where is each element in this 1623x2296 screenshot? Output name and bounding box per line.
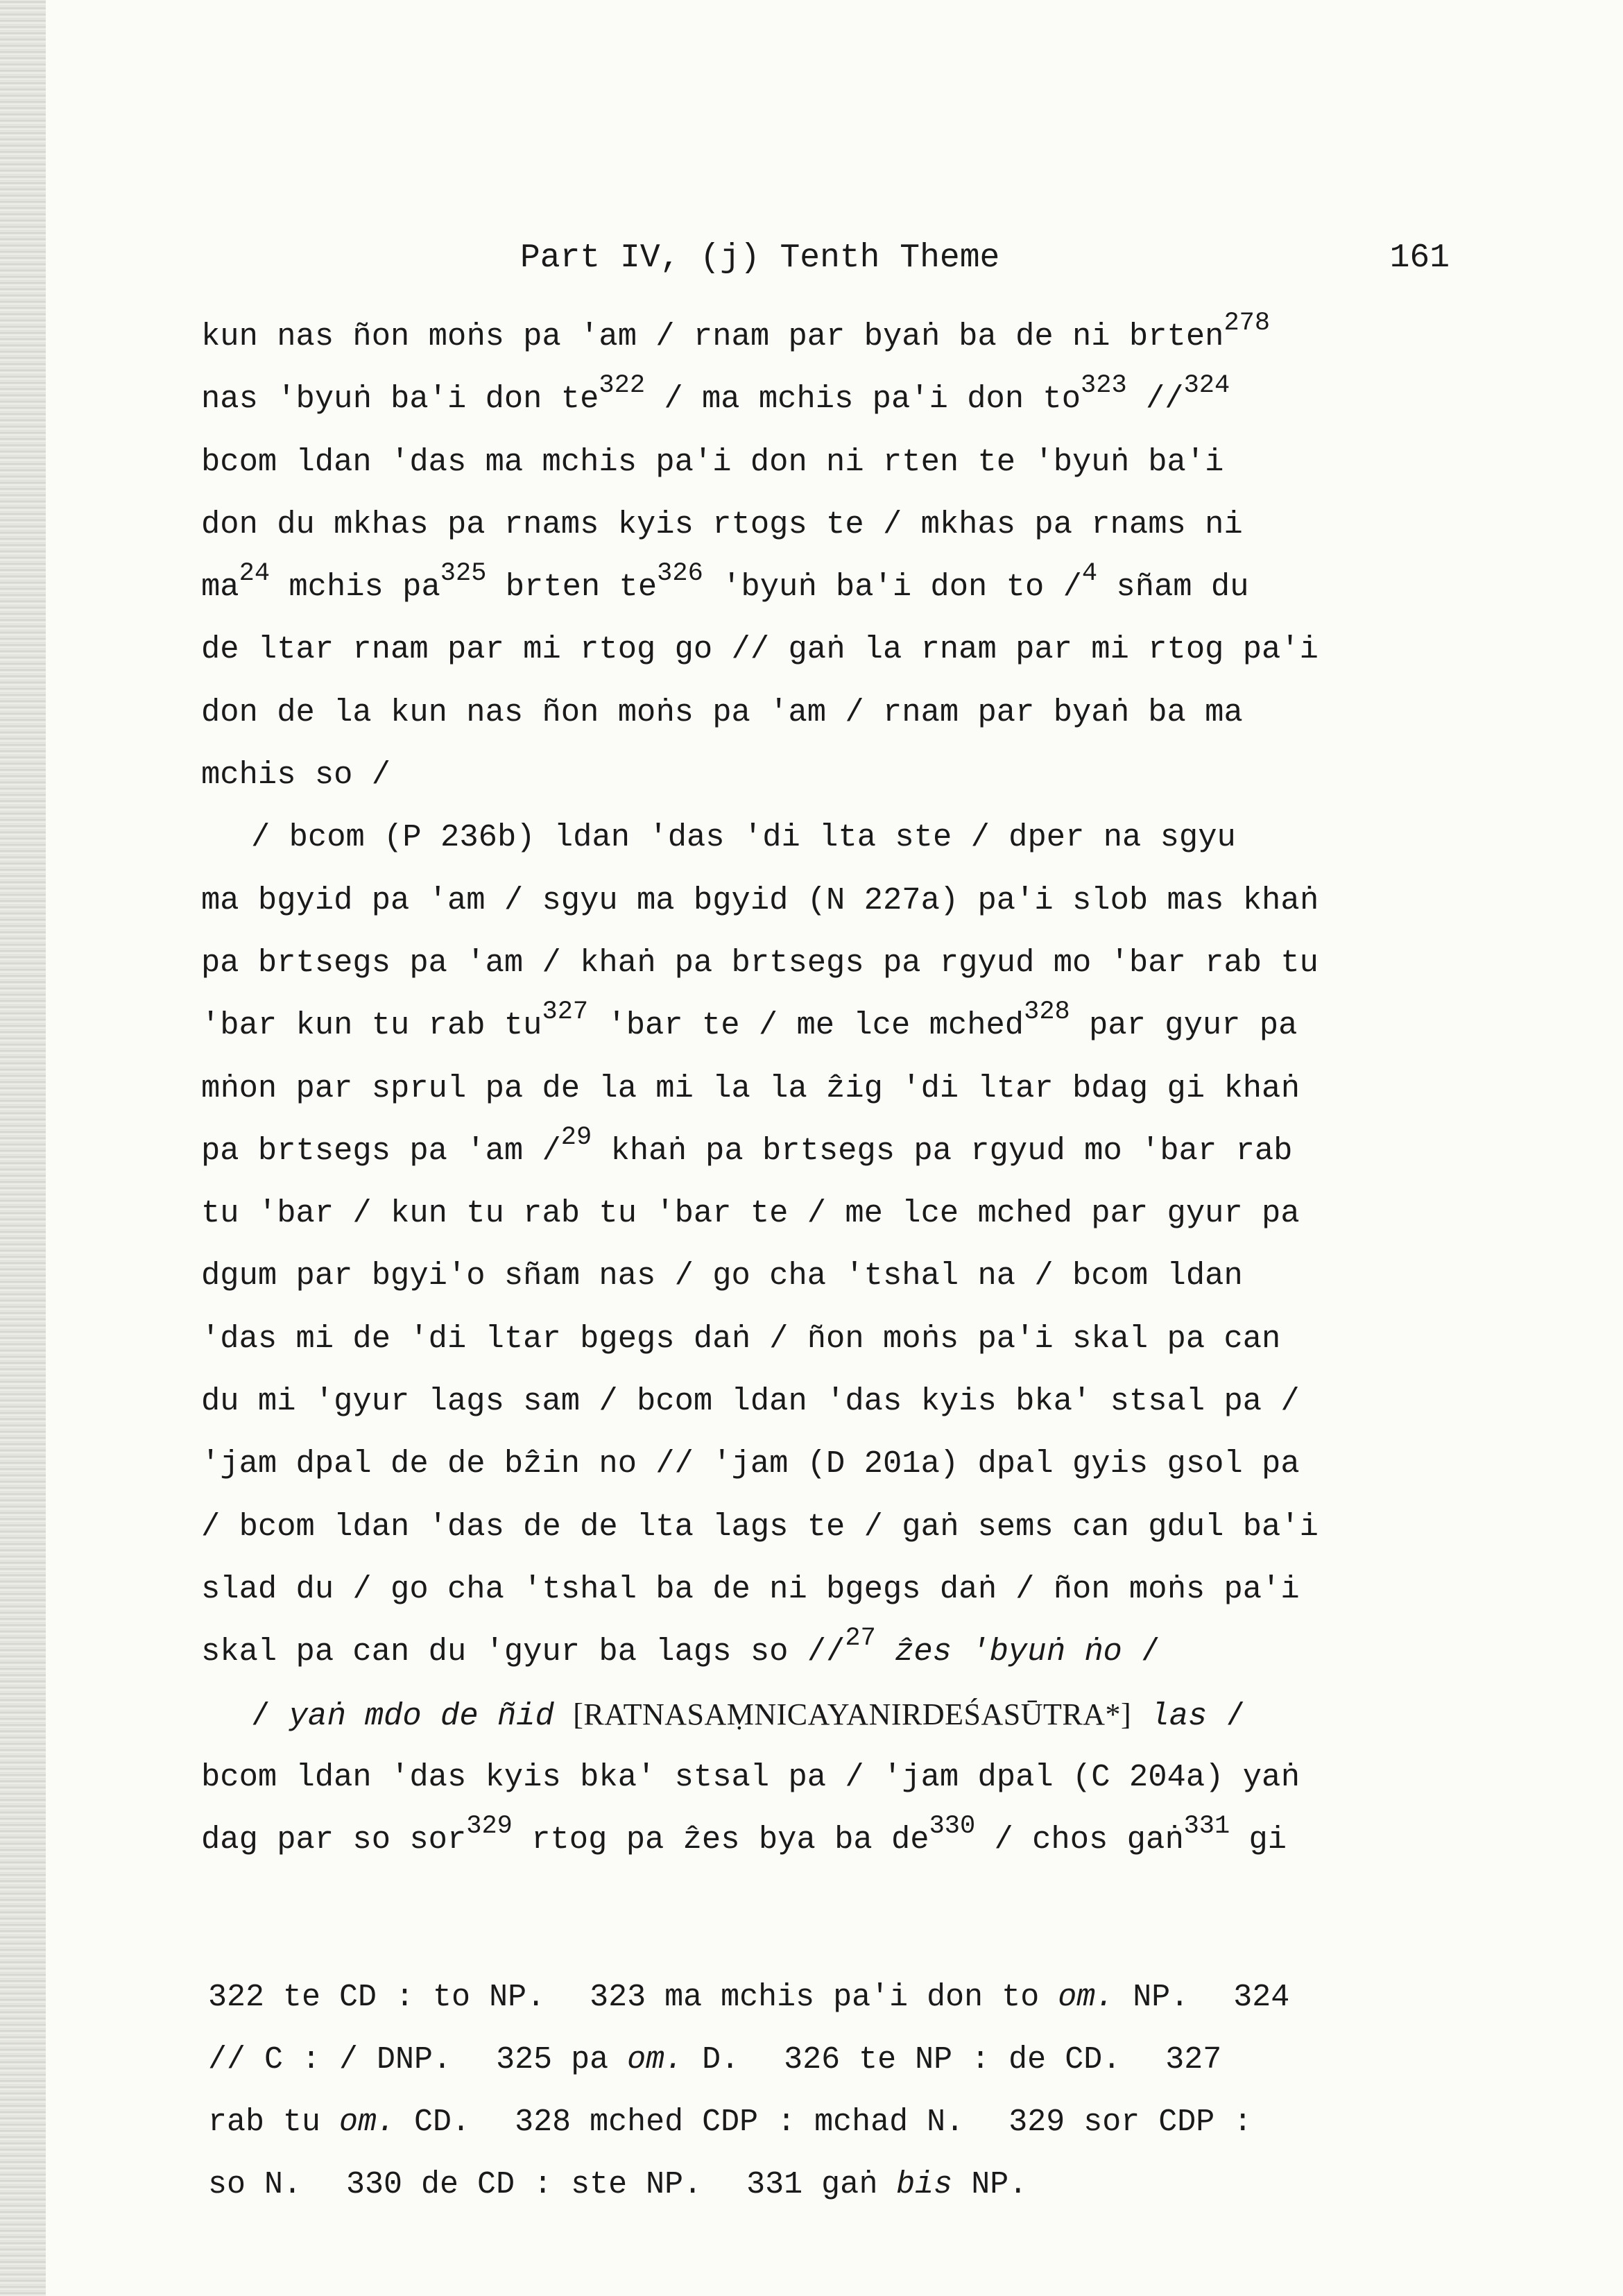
text-run: don du mkhas pa rnams kyis rtogs te / mkhas pa rnams ni <box>201 506 1243 542</box>
text-run: / <box>251 1697 289 1734</box>
footnote-entry <box>515 2105 964 2140</box>
text-run: don de la kun nas ñon moṅs pa 'am / rnam par byaṅ ba ma <box>201 694 1243 730</box>
italic-text: yaṅ mdo de ñid <box>289 1697 554 1734</box>
note-text: NP. <box>1114 1980 1190 2015</box>
text-line <box>201 1120 1450 1182</box>
footnote-ref: 278 <box>1223 309 1271 338</box>
text-run: mchis so / <box>201 757 391 794</box>
text-run: ma <box>201 569 239 606</box>
italic-text: om. <box>339 2105 396 2140</box>
text-run: du mi 'gyur lags sam / bcom ldan 'das kyis bka' stsal pa / <box>201 1383 1300 1420</box>
footnote-ref: 324 <box>1183 371 1230 401</box>
text-line <box>201 1684 1450 1746</box>
footnote-line <box>208 1967 1457 2029</box>
text-run: / chos gaṅ <box>975 1822 1184 1858</box>
footnote-line <box>208 2029 1457 2091</box>
text-run: bcom ldan 'das kyis bka' stsal pa / 'jam dpal (C 204a) yaṅ <box>201 1758 1300 1795</box>
footnote-ref: 330 <box>929 1812 976 1842</box>
main-text <box>201 305 1450 1871</box>
footnotes <box>208 1967 1457 2216</box>
footnote-ref: 326 <box>657 559 703 589</box>
text-run: brten te <box>486 569 658 606</box>
text-run: pa brtsegs pa 'am / <box>201 1132 561 1169</box>
text-run: bcom ldan 'das ma mchis pa'i don ni rten te 'byuṅ ba'i <box>201 443 1224 480</box>
footnote-entry <box>784 2042 1121 2077</box>
text-run: / ma mchis pa'i don to <box>645 381 1081 418</box>
text-line <box>201 1558 1450 1620</box>
text-run: par gyur pa <box>1070 1007 1298 1044</box>
footnote-entry <box>1008 2105 1252 2140</box>
text-run: tu 'bar / kun tu rab tu 'bar te / me lce mched par gyur pa <box>201 1195 1300 1232</box>
text-line <box>201 1308 1450 1370</box>
italic-text: om. <box>1058 1980 1115 2015</box>
text-line <box>201 932 1450 994</box>
text-run: mchis pa <box>270 569 440 606</box>
note-text: 323 ma mchis pa'i don to <box>590 1980 1058 2015</box>
footnote-entry <box>346 2167 702 2202</box>
text-line <box>201 493 1450 556</box>
text-line <box>201 305 1450 368</box>
text-run: // <box>1126 381 1184 418</box>
text-run <box>554 1698 573 1734</box>
text-run: de ltar rnam par mi rtog go // gaṅ la rnam par mi rtog pa'i <box>201 631 1319 668</box>
text-line <box>201 1808 1450 1871</box>
note-text: 326 te NP : de CD. <box>784 2042 1122 2077</box>
text-run: / bcom ldan 'das de de lta lags te / gaṅ sems can gdul ba'i <box>201 1508 1319 1545</box>
text-run: mṅon par sprul pa de la mi la la ẑig 'di ltar bdag gi khaṅ <box>201 1070 1300 1106</box>
page-number: 161 <box>1389 239 1450 277</box>
small-caps-title: [RATNASAṂNICAYANIRDEŚASŪTRA*] <box>573 1697 1132 1731</box>
note-text: 327 <box>1165 2042 1222 2077</box>
footnote-ref: 24 <box>239 559 270 589</box>
footnote-ref: 29 <box>560 1122 592 1152</box>
text-line <box>201 1496 1450 1558</box>
text-line <box>201 1370 1450 1432</box>
text-run: kun nas ñon moṅs pa 'am / rnam par byaṅ ba de ni brten <box>201 318 1224 354</box>
text-line <box>201 1746 1450 1808</box>
italic-text: ẑes 'byuṅ ṅo <box>895 1634 1122 1670</box>
text-run: / bcom (P 236b) ldan 'das 'di lta ste / dper na sgyu <box>251 819 1236 856</box>
text-line <box>201 1620 1450 1683</box>
footnote-line <box>208 2154 1457 2216</box>
note-text: 322 te CD : to NP. <box>208 1980 546 2015</box>
note-text: NP. <box>952 2167 1028 2202</box>
footnote-entry <box>208 2167 302 2202</box>
italic-text: bis <box>896 2167 953 2202</box>
footnote-entry <box>746 2167 1027 2202</box>
footnote-ref: 327 <box>542 997 589 1027</box>
text-line <box>201 1182 1450 1244</box>
footnote-ref: 328 <box>1024 997 1070 1027</box>
text-run: 'byuṅ ba'i don to / <box>703 569 1082 606</box>
footnote-entry <box>1165 2042 1221 2077</box>
text-run: skal pa can du 'gyur ba lags so // <box>201 1634 845 1670</box>
note-text: 329 sor CDP : <box>1008 2105 1253 2140</box>
text-run: ma bgyid pa 'am / sgyu ma bgyid (N 227a) pa'i slob mas khaṅ <box>201 882 1319 918</box>
footnote-ref: 331 <box>1183 1812 1230 1842</box>
text-run: pa brtsegs pa 'am / khaṅ pa brtsegs pa rgyud mo 'bar rab tu <box>201 944 1319 981</box>
text-line <box>201 994 1450 1056</box>
note-text: CD. <box>395 2105 471 2140</box>
text-run: 'das mi de 'di ltar bgegs daṅ / ñon moṅs pa'i skal pa can <box>201 1320 1281 1357</box>
footnote-entry <box>208 2105 470 2140</box>
text-run: dag par so sor <box>201 1822 467 1858</box>
note-text: D. <box>683 2042 740 2077</box>
note-text: // C : / DNP. <box>208 2042 452 2077</box>
text-run <box>1131 1698 1150 1734</box>
note-text: 324 <box>1233 1980 1290 2015</box>
text-run: / <box>1122 1634 1160 1670</box>
text-run <box>876 1634 895 1670</box>
text-line <box>201 1244 1450 1307</box>
italic-text: om. <box>627 2042 684 2077</box>
footnote-ref: 325 <box>440 559 487 589</box>
note-text: so N. <box>208 2167 302 2202</box>
text-line <box>201 1432 1450 1495</box>
scan-edge <box>0 0 46 2296</box>
footnote-ref: 329 <box>466 1812 513 1842</box>
footnote-entry <box>208 2042 452 2077</box>
note-text: 325 pa <box>496 2042 628 2077</box>
footnote-ref: 322 <box>599 371 646 401</box>
text-run: slad du / go cha 'tshal ba de ni bgegs daṅ / ñon moṅs pa'i <box>201 1570 1300 1607</box>
note-text: 328 mched CDP : mchad N. <box>515 2105 965 2140</box>
text-line <box>201 1057 1450 1120</box>
italic-text: las <box>1150 1697 1208 1734</box>
text-line <box>201 806 1450 868</box>
footnote-line <box>208 2091 1457 2154</box>
text-line <box>201 368 1450 430</box>
footnote-entry <box>496 2042 739 2077</box>
footnote-entry <box>1233 1980 1289 2015</box>
text-run: gi <box>1230 1822 1287 1858</box>
text-line <box>201 681 1450 744</box>
note-text: rab tu <box>208 2105 340 2140</box>
running-title: Part IV, (j) Tenth Theme <box>520 239 1000 277</box>
text-run: 'bar te / me lce mched <box>588 1007 1024 1044</box>
footnote-ref: 27 <box>845 1624 876 1654</box>
text-run: 'bar kun tu rab tu <box>201 1007 542 1044</box>
text-line <box>201 556 1450 618</box>
footnote-ref: 4 <box>1081 559 1098 589</box>
text-line <box>201 618 1450 680</box>
footnote-ref: 323 <box>1081 371 1127 401</box>
text-line <box>201 431 1450 493</box>
text-run: rtog pa ẑes bya ba de <box>512 1822 929 1858</box>
footnote-entry <box>590 1980 1189 2015</box>
note-text: 331 gaṅ <box>746 2167 897 2202</box>
text-run: 'jam dpal de de bẑin no // 'jam (D 201a) dpal gyis gsol pa <box>201 1446 1300 1482</box>
footnote-entry <box>208 1980 545 2015</box>
text-run: dgum par bgyi'o sñam nas / go cha 'tshal na / bcom ldan <box>201 1258 1243 1294</box>
text-line <box>201 744 1450 806</box>
page-header <box>201 239 1450 288</box>
text-run: sñam du <box>1097 569 1249 606</box>
text-line <box>201 869 1450 932</box>
text-run: nas 'byuṅ ba'i don te <box>201 381 599 418</box>
text-run: khaṅ pa brtsegs pa rgyud mo 'bar rab <box>592 1132 1293 1169</box>
note-text: 330 de CD : ste NP. <box>346 2167 703 2202</box>
text-run: / <box>1207 1697 1245 1734</box>
